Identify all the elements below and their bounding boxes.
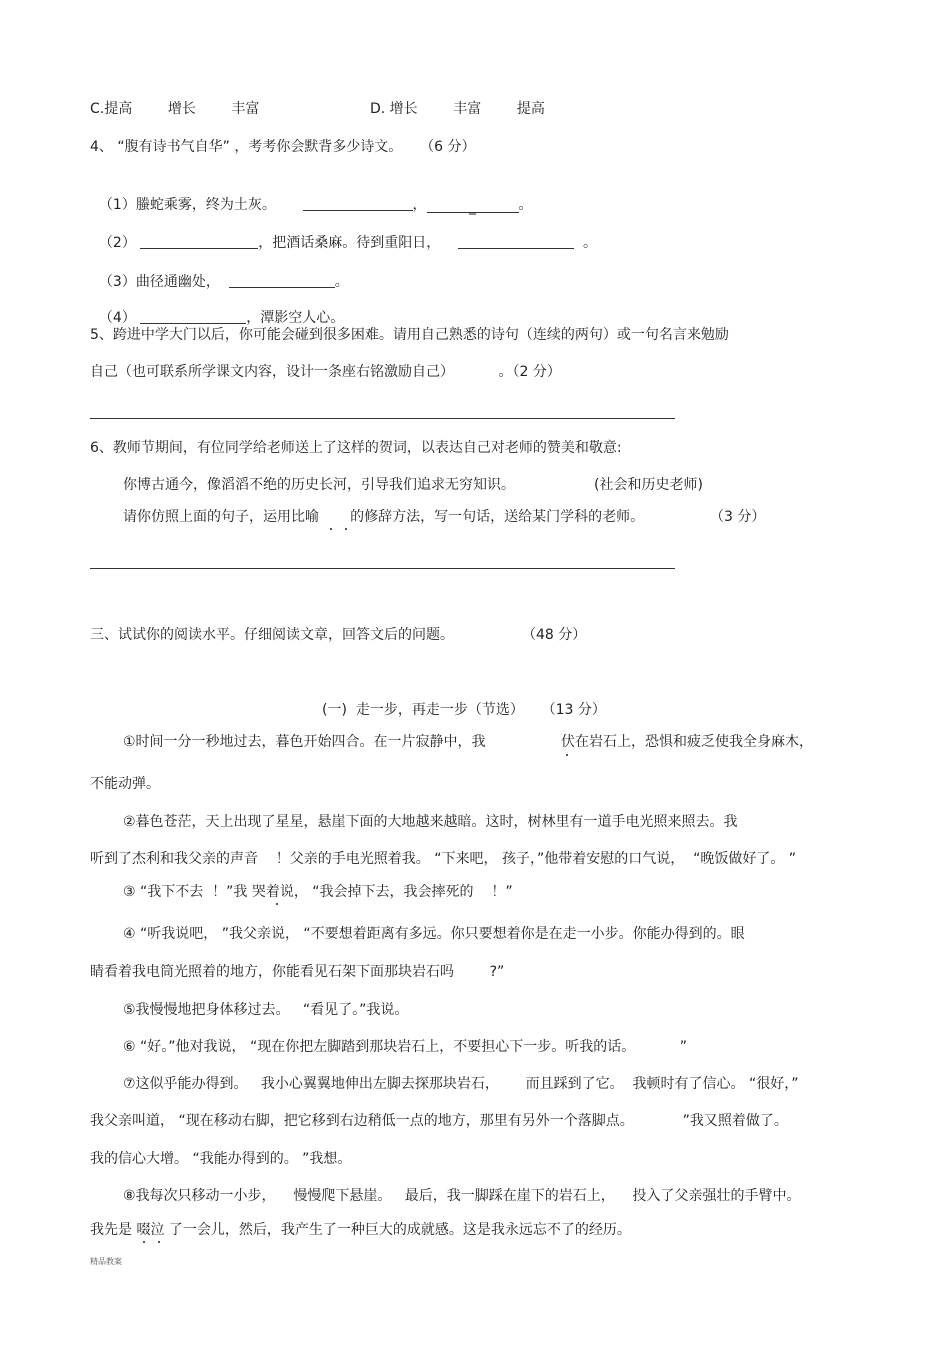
passage-heading: (一) 走一步，再走一步（节选） （13 分） (322, 702, 606, 718)
paragraph-1-end: 不能动弹。 (90, 776, 160, 792)
q4-line-2 (90, 214, 597, 252)
blank-mark: _ (469, 199, 477, 215)
q4-line-3 (90, 253, 349, 291)
option-d: D. 增长 丰富 提高 (370, 101, 545, 117)
paragraph-5: ⑤我慢慢地把身体移过去。 “看见了。”我说。 (123, 1002, 409, 1018)
answer-blank[interactable] (303, 196, 413, 211)
q6-example: 你博古通今，像滔滔不绝的历史长河，引导我们追求无穷知识。 (123, 477, 515, 493)
q4-line-2-label: （2） (98, 235, 136, 251)
q5-line-1: 5、跨进中学大门以后，你可能会碰到很多困难。请用自己熟悉的诗句（连续的两句）或一句名言来勉励 (90, 327, 729, 343)
paragraph-6: ⑥ “好。”他对我说， “现在你把左脚踏到那块岩石上，不要担心下一步。听我的话。 ” (123, 1039, 687, 1055)
emphasis-dot (566, 754, 568, 756)
q6-instruction (123, 508, 644, 526)
emphasis-dot (330, 528, 332, 530)
q5-line-2: 自己（也可联系所学课文内容，设计一条座右铭激励自己） 。（2 分） (90, 364, 561, 380)
q4-line-1-end: 。 (518, 197, 533, 213)
answer-blank[interactable] (140, 309, 246, 324)
q4-line-3-text: （3）曲径通幽处， (98, 274, 220, 290)
answer-blank[interactable] (140, 234, 258, 249)
paragraph-3: ③ “我下不去 ！”我 哭着说， “我会掉下去，我会摔死的 ！” (123, 884, 513, 900)
paragraph-1-cont: 伏在岩石上，恐惧和疲乏使我全身麻木， (561, 734, 813, 750)
paragraph-8: ⑧我每次只移动一小步， 慢慢爬下悬崖。 最后，我一脚踩在崖下的岩石上， 投入了父亲强壮的手臂中。 (123, 1188, 801, 1204)
paragraph-7: ⑦这似乎能办得到。 我小心翼翼地伸出左脚去探那块岩石， 而且踩到了它。 我顿时有了信心。 “很好，” (123, 1076, 799, 1092)
paragraph-4-cont: 睛看着我电筒光照着的地方，你能看见石架下面那块岩石吗 ?” (90, 964, 505, 980)
emphasis-dot (143, 1241, 145, 1243)
option-c: C.提高 增长 丰富 (90, 101, 260, 117)
q6-example-tag: (社会和历史老师) (594, 477, 703, 493)
emphasis-dot (276, 903, 278, 905)
q4-line-1 (90, 176, 533, 214)
emphasis-dot (158, 1241, 160, 1243)
paragraph-2: ②暮色苍茫，天上出现了星星，悬崖下面的大地越来越暗。这时，树林里有一道手电光照来照去。我 (123, 814, 738, 830)
emphasis-dot (345, 528, 347, 530)
answer-blank[interactable] (229, 273, 335, 288)
q4-line-4-text: ，潭影空人心。 (246, 310, 345, 326)
answer-blank[interactable] (458, 234, 574, 249)
q6-instr-a: 请你仿照上面的句子，运用比喻 (123, 509, 319, 525)
q6-line-1: 6、教师节期间，有位同学给老师送上了这样的贺词，以表达自己对老师的赞美和敬意: (90, 440, 622, 456)
q6-score: （3 分） (710, 509, 766, 525)
q4-line-2-text: ，把酒话桑麻。待到重阳日， (258, 235, 441, 251)
footer-label: 精品教案 (90, 1257, 122, 1266)
paragraph-1: ①时间一分一秒地过去，暮色开始四合。在一片寂静中，我 (123, 734, 486, 750)
answer-line[interactable] (90, 568, 675, 569)
answer-line[interactable] (90, 418, 675, 419)
q4-line-1-text: （1）螣蛇乘雾，终为土灰。 (98, 197, 276, 213)
q6-instr-b: 的修辞方法，写一句话，送给某门学科的老师。 (350, 509, 645, 525)
section-3-title: 三、试试你的阅读水平。仔细阅读文章，回答文后的问题。 (90, 627, 454, 643)
answer-blank[interactable] (427, 198, 519, 213)
paragraph-4: ④ “听我说吧， ”我父亲说， “不要想着距离有多远。你只要想着你是在走一小步。你能办得到的。眼 (123, 926, 745, 942)
section-3-score: （48 分） (522, 627, 587, 643)
paragraph-7-cont: 我父亲叫道， “现在移动右脚，把它移到右边稍低一点的地方，那里有另外一个落脚点。 ”我又照着做了。 (90, 1113, 788, 1129)
q4-line-4-label: （4） (98, 310, 136, 326)
q4-line-3-end: 。 (334, 274, 349, 290)
q4-line-2-end: 。 (583, 235, 597, 251)
paragraph-2-cont: 听到了杰利和我父亲的声音 ！父亲的手电光照着我。 “下来吧， 孩子，”他带着安慰的口气说， “晚饭做好了。 ” (90, 851, 797, 867)
q4-line-4 (90, 289, 344, 327)
paragraph-8-cont: 我先是 啜泣 了一会儿，然后，我产生了一种巨大的成就感。这是我永远忘不了的经历。 (90, 1222, 631, 1238)
paragraph-7-end: 我的信心大增。 “我能办得到的。 ”我想。 (90, 1151, 352, 1167)
q4-title: 4、 “腹有诗书气自华” ，考考你会默背多少诗文。 （6 分） (90, 139, 476, 155)
q4-line-1-comma: ， (412, 197, 427, 213)
